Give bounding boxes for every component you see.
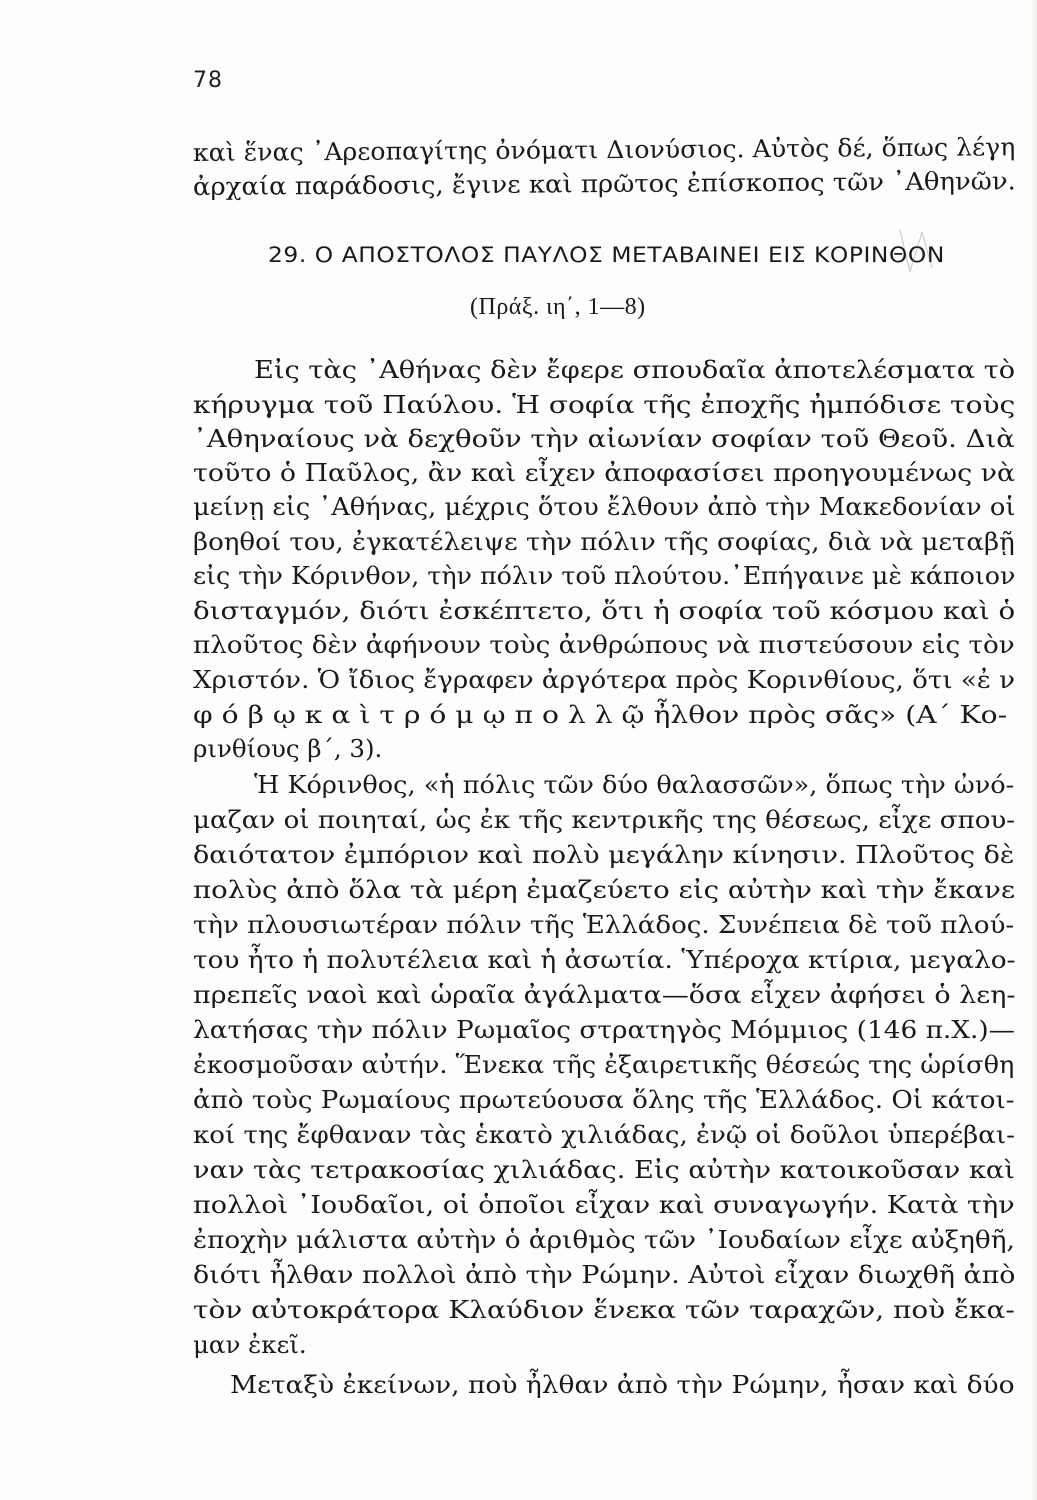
body-line: ἀπὸ τοὺς Ρωμαίους πρωτεύουσα ὅλης τῆς Ἑλλάδος. Οἱ κάτοι-: [193, 1085, 1015, 1114]
intro-line: καὶ ἕνας ᾿Αρεοπαγίτης ὀνόματι Διονύσιος. Αὐτὸς δέ, ὅπως λέγη: [192, 132, 1016, 167]
body-line: τὸν αὐτοκράτορα Κλαύδιον ἕνεκα τῶν ταραχῶν, ποὺ ἔκα-: [193, 1295, 1015, 1324]
body-line: ρινθίους β΄, 3).: [193, 734, 383, 763]
body-line: πρεπεῖς ναοὶ καὶ ὡραῖα ἀγάλματα—ὅσα εἶχεν ἀφήσει ὁ λεη-: [193, 980, 1016, 1009]
section-heading: 29. Ο ΑΠΟΣΤΟΛΟΣ ΠΑΥΛΟΣ ΜΕΤΑΒΑΙΝΕΙ ΕΙΣ ΚΟΡΙΝΘΟΝ: [268, 243, 945, 267]
body-line: εἰς τὴν Κόρινθον, τὴν πόλιν τοῦ πλούτου.᾿Επήγαινε μὲ κάποιον: [193, 561, 1016, 590]
body-line: μαν ἐκεῖ.: [193, 1330, 307, 1359]
page-number: 78: [193, 68, 223, 93]
body-line: μαζαν οἱ ποιηταί, ὡς ἐκ τῆς κεντρικῆς της θέσεως, εἶχε σπου-: [193, 805, 1016, 834]
body-line: ἐκοσμοῦσαν αὐτήν. Ἕνεκα τῆς ἐξαιρετικῆς θέσεώς της ὡρίσθη: [193, 1050, 1015, 1079]
body-line: μείνῃ εἰς ᾿Αθήνας, μέχρις ὅτου ἔλθουν ἀπὸ τὴν Μακεδονίαν οἱ: [193, 492, 1016, 521]
scripture-reference: (Πράξ. ιη΄, 1—8): [470, 294, 646, 320]
body-line: πλοῦτος δὲν ἀφήνουν τοὺς ἀνθρώπους νὰ πιστεύσουν εἰς τὸν: [193, 630, 1015, 659]
body-line: δισταγμόν, διότι ἐσκέπτετο, ὅτι ἡ σοφία τοῦ κόσμου καὶ ὁ: [193, 596, 1016, 625]
body-line: δαιότατον ἐμπόριον καὶ πολὺ μεγάλην κίνησιν. Πλοῦτος δὲ: [193, 840, 1015, 869]
body-line: Ἡ Κόρινθος, «ἡ πόλις τῶν δύο θαλασσῶν», ὅπως τὴν ὠνό-: [254, 770, 1015, 799]
body-line: Χριστόν. Ὁ ἴδιος ἔγραφεν ἀργότερα πρὸς Κορινθίους, ὅτι «ἐ ν: [193, 665, 1016, 694]
body-line: πολλοὶ ᾿Ιουδαῖοι, οἱ ὁποῖοι εἶχαν καὶ συναγωγήν. Κατὰ τὴν: [193, 1190, 1015, 1219]
body-line: ναν τὰς τετρακοσίας χιλιάδας. Εἰς αὐτὴν κατοικοῦσαν καὶ: [193, 1155, 1015, 1184]
body-line: κοί της ἔφθαναν τὰς ἑκατὸ χιλιάδας, ἐνῷ οἱ δοῦλοι ὑπερέβαι-: [193, 1120, 1015, 1149]
body-line: βοηθοί του, ἐγκατέλειψε τὴν πόλιν τῆς σοφίας, διὰ νὰ μεταβῇ: [193, 527, 1015, 556]
body-line: κήρυγμα τοῦ Παύλου. Ἡ σοφία τῆς ἐποχῆς ἠμπόδισε τοὺς: [193, 390, 1016, 419]
body-line: Μεταξὺ ἐκείνων, ποὺ ἦλθαν ἀπὸ τὴν Ρώμην, ἦσαν καὶ δύο: [230, 1370, 1015, 1399]
body-line: πολὺς ἀπὸ ὅλα τὰ μέρη ἐμαζεύετο εἰς αὐτὴν καὶ τὴν ἔκανε: [193, 875, 1016, 904]
body-line: φ ό β ῳ κ α ὶ τ ρ ό μ ῳ π ο λ λ ῷ ἦλθον πρὸς σᾶς» (Α΄ Κο-: [193, 700, 1008, 729]
body-line: του ἦτο ἡ πολυτέλεια καὶ ἡ ἀσωτία. Ὑπέροχα κτίρια, μεγαλο-: [193, 945, 1016, 974]
scan-edge-shadow: [1031, 0, 1037, 1500]
body-line: διότι ἦλθαν πολλοὶ ἀπὸ τὴν Ρώμην. Αὐτοὶ εἶχαν διωχθῆ ἀπὸ: [193, 1260, 1016, 1289]
body-line: ᾿Αθηναίους νὰ δεχθοῦν τὴν αἰωνίαν σοφίαν τοῦ Θεοῦ. Διὰ: [193, 424, 1015, 453]
body-line: τοῦτο ὁ Παῦλος, ἂν καὶ εἶχεν ἀποφασίσει προηγουμένως νὰ: [193, 458, 1016, 487]
body-line: Εἰς τὰς ᾿Αθήνας δὲν ἔφερε σπουδαῖα ἀποτελέσματα τὸ: [254, 355, 1016, 384]
body-line: ἐποχὴν μάλιστα αὐτὴν ὁ ἀριθμὸς τῶν ᾿Ιουδαίων εἶχε αὐξηθῆ,: [193, 1225, 1015, 1254]
body-line: λατήσας τὴν πόλιν Ρωμαῖος στρατηγὸς Μόμμιος (146 π.Χ.)—: [193, 1015, 1016, 1044]
intro-line: ἀρχαία παράδοσις, ἔγινε καὶ πρῶτος ἐπίσκοπος τῶν ᾿Αθηνῶν.: [192, 166, 1016, 201]
body-line: τὴν πλουσιωτέραν πόλιν τῆς Ἑλλάδος. Συνέπεια δὲ τοῦ πλού-: [193, 910, 1015, 939]
pen-mark-icon: [896, 228, 936, 276]
